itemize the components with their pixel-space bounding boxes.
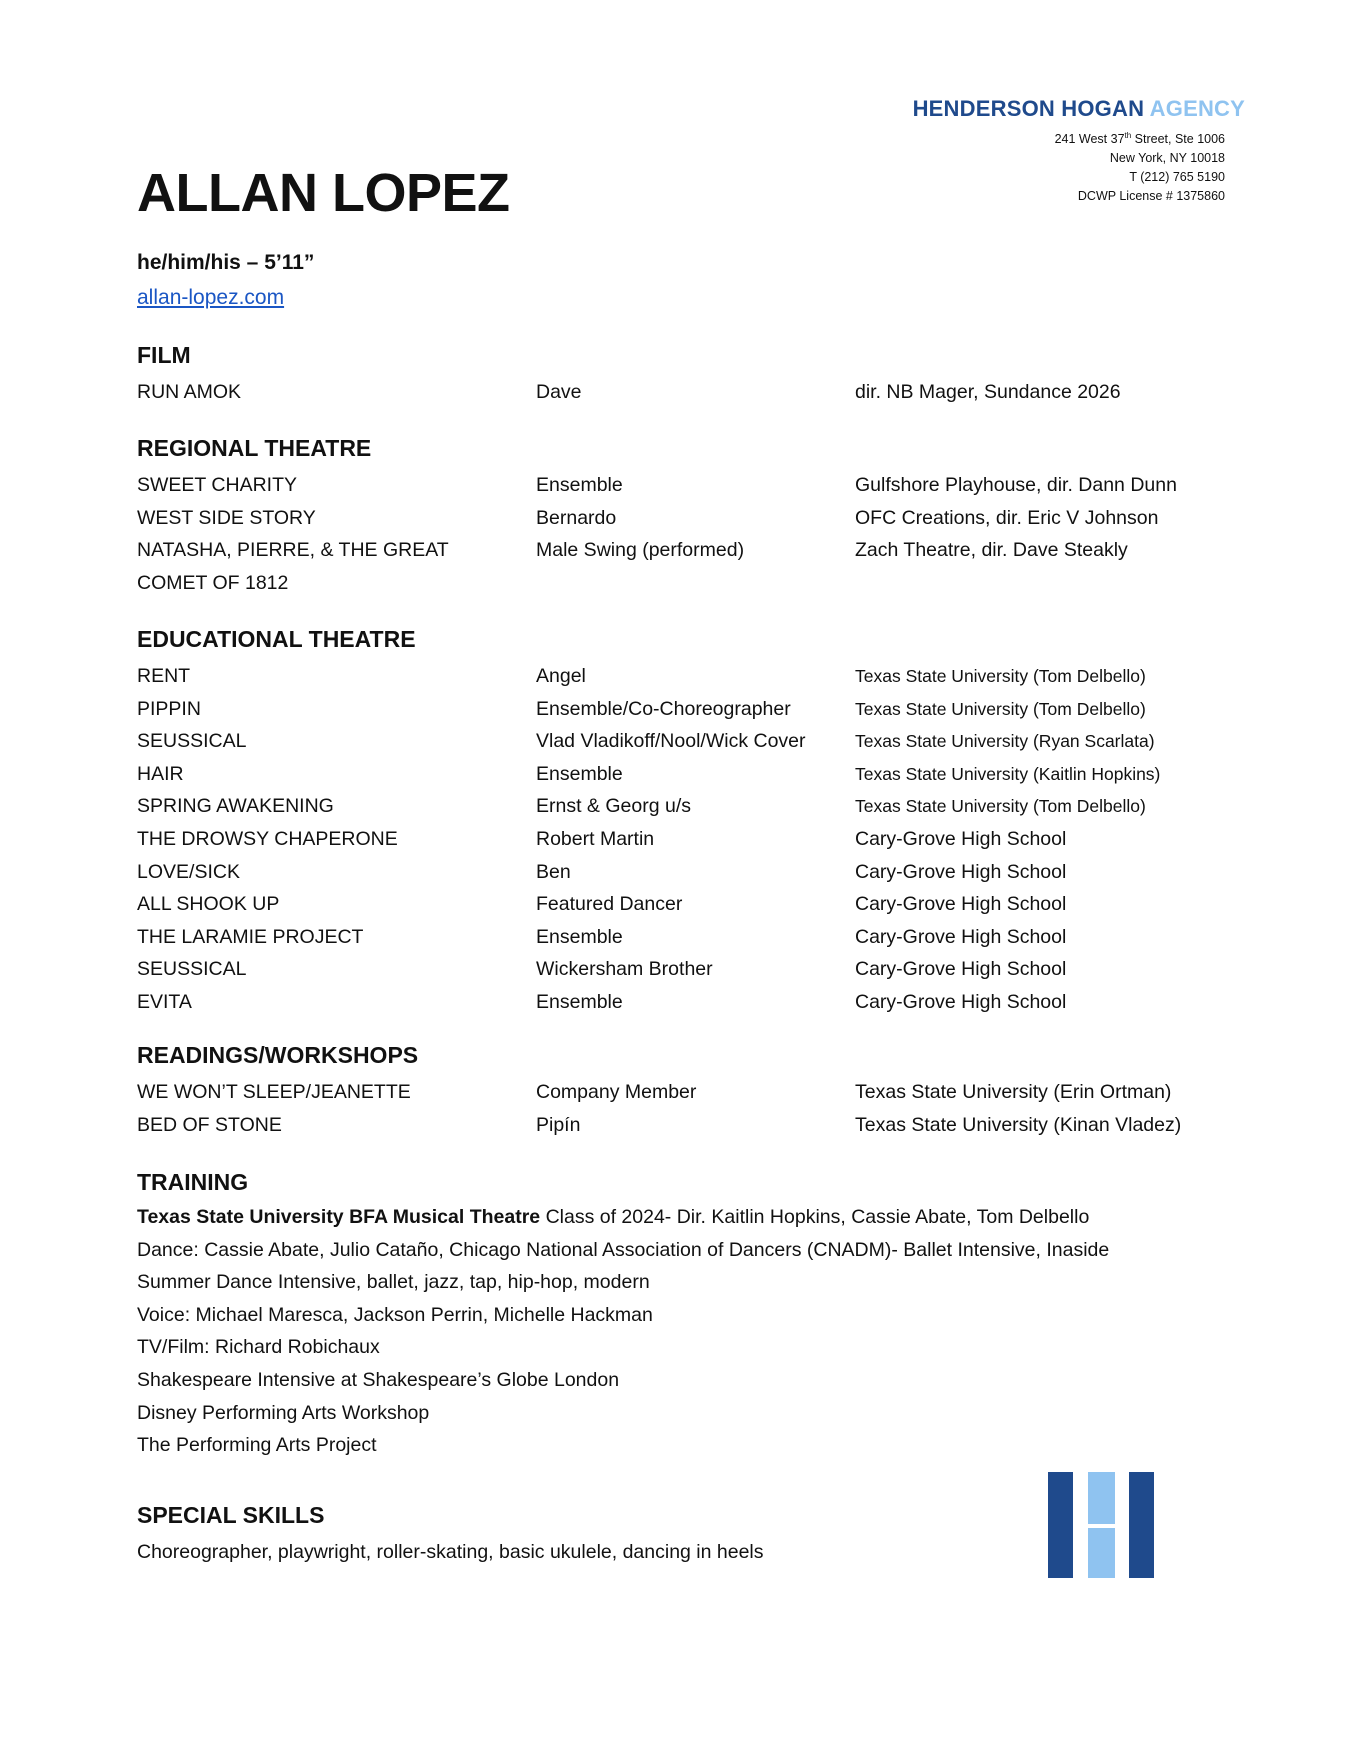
section-readings-workshops: [137, 1040, 1237, 1141]
actor-website-link[interactable]: allan-lopez.com: [137, 286, 285, 309]
credit-row: ALL SHOOK UP Featured Dancer Cary-Grove High School: [137, 893, 1067, 916]
section-film: [137, 340, 1237, 409]
credit-row: THE LARAMIE PROJECT Ensemble Cary-Grove High School: [137, 925, 1067, 948]
credit-row: EVITA Ensemble Cary-Grove High School: [137, 990, 1067, 1013]
agency-contact: [913, 126, 1225, 206]
credit-row: SEUSSICAL Vlad Vladikoff/Nool/Wick Cover Texas State University (Ryan Scarlata): [137, 730, 1155, 753]
agency-name-primary: HENDERSON HOGAN: [912, 96, 1145, 121]
credit-row: WEST SIDE STORY Bernardo OFC Creations, dir. Eric V Johnson: [137, 506, 1159, 529]
agency-name-secondary: AGENCY: [1149, 96, 1245, 121]
agency-address-line2: New York, NY 10018: [1109, 151, 1225, 166]
credit-row: THE DROWSY CHAPERONE Robert Martin Cary-Grove High School: [137, 827, 1067, 850]
credit-row: HAIR Ensemble Texas State University (Kaitlin Hopkins): [137, 762, 1161, 785]
agency-name: [913, 96, 1245, 122]
agency-address-line1: 241 West 37th Street, Ste 1006: [1054, 131, 1225, 147]
training-line: Texas State University BFA Musical Theatre Class of 2024- Dir. Kaitlin Hopkins, Cassie Abate, Tom Delbello: [137, 1206, 1090, 1228]
credit-row: COMET OF 1812: [137, 571, 289, 594]
credit-row: BED OF STONE Pipín Texas State University (Kinan Vladez): [137, 1113, 1182, 1136]
training-line: The Performing Arts Project: [137, 1434, 377, 1457]
credit-row: NATASHA, PIERRE, & THE GREAT Male Swing (performed) Zach Theatre, dir. Dave Steakly: [137, 539, 1128, 562]
credit-row: PIPPIN Ensemble/Co-Choreographer Texas State University (Tom Delbello): [137, 697, 1146, 720]
section-title: FILM: [137, 342, 191, 368]
credit-row: RUN AMOK Dave dir. NB Mager, Sundance 2026: [137, 381, 1121, 403]
agency-license: DCWP License # 1375860: [1077, 189, 1225, 204]
training-line: Shakespeare Intensive at Shakespeare’s Globe London: [137, 1368, 620, 1391]
training-line: Dance: Cassie Abate, Julio Cataño, Chicago National Association of Dancers (CNADM)- Ballet Intensive, Inaside: [137, 1238, 1110, 1261]
credit-row: SPRING AWAKENING Ernst & Georg u/s Texas State University (Tom Delbello): [137, 795, 1146, 818]
section-title: SPECIAL SKILLS: [137, 1502, 325, 1528]
skills-text: Choreographer, playwright, roller-skating, basic ukulele, dancing in heels: [137, 1541, 764, 1563]
agency-phone: T (212) 765 5190: [1129, 170, 1225, 185]
training-line: TV/Film: Richard Robichaux: [137, 1336, 380, 1359]
section-educational-theatre: [137, 624, 1237, 1019]
section-regional-theatre: [137, 433, 1237, 599]
henderson-hogan-logo-icon: [1048, 1472, 1154, 1578]
credit-row: SEUSSICAL Wickersham Brother Cary-Grove High School: [137, 958, 1067, 981]
training-line: Voice: Michael Maresca, Jackson Perrin, Michelle Hackman: [137, 1303, 653, 1326]
agency-header: [913, 96, 1245, 206]
training-line: Summer Dance Intensive, ballet, jazz, tap, hip-hop, modern: [137, 1271, 650, 1294]
actor-pronouns-height: he/him/his – 5’11”: [137, 251, 315, 274]
section-title: TRAINING: [137, 1169, 249, 1195]
credit-row: WE WON’T SLEEP/JEANETTE Company Member Texas State University (Erin Ortman): [137, 1081, 1172, 1103]
training-list: [137, 1201, 1237, 1462]
training-line: Disney Performing Arts Workshop: [137, 1401, 430, 1424]
actor-name: ALLAN LOPEZ: [137, 163, 510, 223]
section-title: REGIONAL THEATRE: [137, 435, 372, 461]
section-title: READINGS/WORKSHOPS: [137, 1042, 419, 1068]
credit-row: RENT Angel Texas State University (Tom Delbello): [137, 665, 1146, 687]
section-title: EDUCATIONAL THEATRE: [137, 626, 416, 652]
credit-row: LOVE/SICK Ben Cary-Grove High School: [137, 860, 1067, 883]
section-training: [137, 1167, 1237, 1462]
credit-row: SWEET CHARITY Ensemble Gulfshore Playhouse, dir. Dann Dunn: [137, 474, 1177, 496]
